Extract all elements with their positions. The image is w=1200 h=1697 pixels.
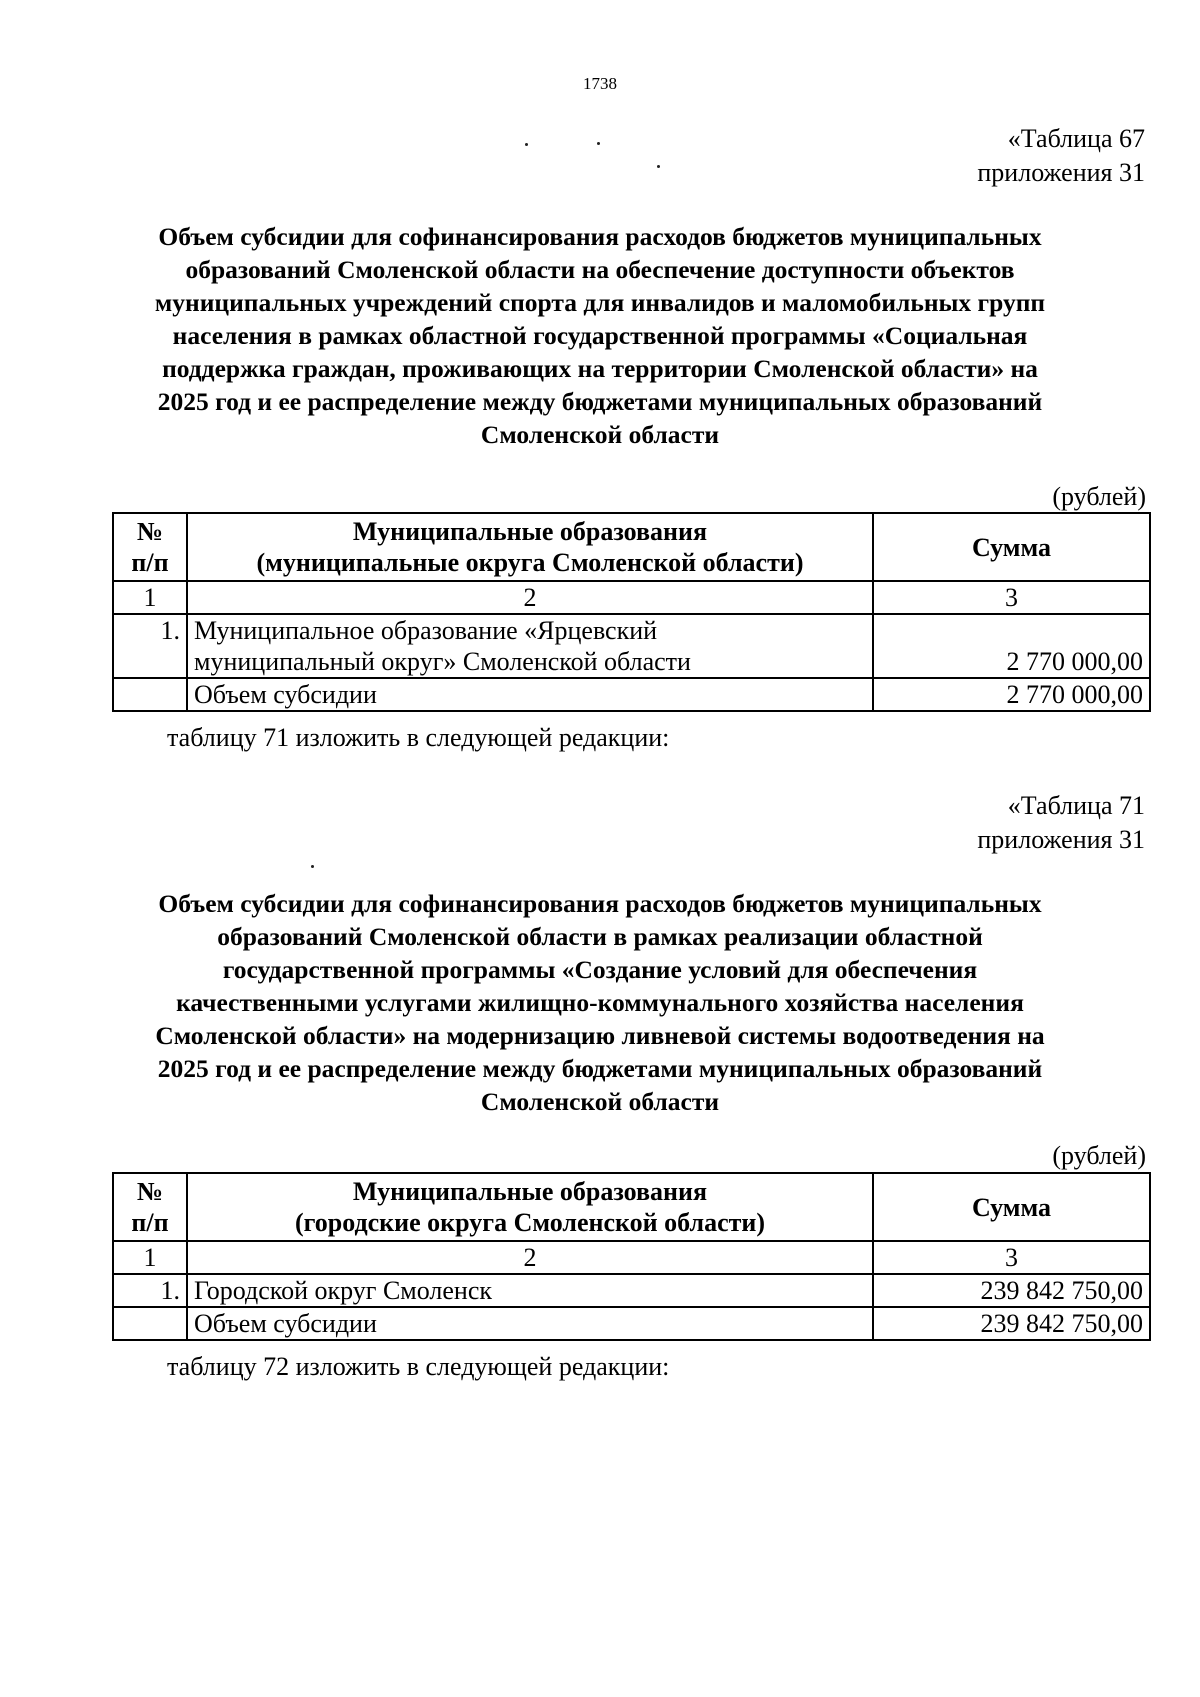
total-sum: 2 770 000,00 [873, 678, 1150, 711]
row-sum: 2 770 000,00 [873, 614, 1150, 678]
row-name-line: Муниципальное образование «Ярцевский [194, 616, 658, 645]
reference-line: «Таблица 71 [1007, 791, 1145, 820]
row-number [113, 614, 187, 678]
header-number-line: п/п [131, 548, 169, 577]
total-number-cell [113, 1307, 187, 1340]
index-cell: 2 [187, 581, 873, 614]
instruction-text: таблицу 71 изложить в следующей редакции: [167, 723, 670, 752]
page-number: 1738 [583, 74, 617, 93]
table-row [113, 1274, 1150, 1307]
table-67-reference [977, 122, 1145, 190]
total-label: Объем субсидии [187, 678, 873, 711]
table-index-row [113, 1241, 1150, 1274]
header-name-line: (городские округа Смоленской области) [294, 1208, 766, 1237]
row-name-line: муниципальный округ» Смоленской области [194, 647, 691, 676]
scan-speck [525, 143, 528, 146]
index-cell: 2 [187, 1241, 873, 1274]
scan-speck [597, 142, 600, 145]
table-total-row [113, 678, 1150, 711]
title-line: населения в рамках областной государственной программы «Социальная [172, 321, 1028, 350]
header-number-line: № [136, 517, 164, 546]
title-line: 2025 год и ее распределение между бюджетами муниципальных образований [157, 387, 1043, 416]
header-name-cell [187, 513, 873, 581]
subsidy-table-71 [112, 1172, 1151, 1341]
scan-speck [657, 165, 660, 168]
title-line: Смоленской области [480, 420, 720, 449]
title-line: Объем субсидии для софинансирования расходов бюджетов муниципальных [158, 889, 1042, 918]
scan-speck [311, 865, 314, 868]
table-total-row [113, 1307, 1150, 1340]
subsidy-table-67 [112, 512, 1151, 712]
table-header-row [113, 1173, 1150, 1241]
table-67-title [120, 220, 1080, 451]
total-number-cell [113, 678, 187, 711]
total-sum: 239 842 750,00 [873, 1307, 1150, 1340]
row-number: 1. [113, 1274, 187, 1307]
header-number-line: п/п [131, 1208, 169, 1237]
table-index-row [113, 581, 1150, 614]
index-cell: 1 [113, 581, 187, 614]
title-line: муниципальных учреждений спорта для инвалидов и маломобильных групп [154, 288, 1046, 317]
index-cell: 1 [113, 1241, 187, 1274]
header-name-line: Муниципальные образования [352, 517, 708, 546]
title-line: государственной программы «Создание условий для обеспечения [222, 955, 978, 984]
title-line: 2025 год и ее распределение между бюджетами муниципальных образований [157, 1054, 1043, 1083]
title-line: Объем субсидии для софинансирования расходов бюджетов муниципальных [158, 222, 1042, 251]
header-number-cell [113, 513, 187, 581]
reference-line: «Таблица 67 [1007, 124, 1145, 153]
table-header-row [113, 513, 1150, 581]
title-line: образований Смоленской области на обеспечение доступности объектов [185, 255, 1015, 284]
header-sum-cell: Сумма [873, 1173, 1150, 1241]
total-label: Объем субсидии [187, 1307, 873, 1340]
title-line: качественными услугами жилищно-коммунального хозяйства населения [176, 988, 1024, 1017]
units-label: (рублей) [1052, 482, 1146, 511]
table-71-reference [977, 789, 1145, 857]
header-name-cell [187, 1173, 873, 1241]
table-row [113, 614, 1150, 678]
header-name-line: (муниципальные округа Смоленской области) [256, 548, 804, 577]
title-line: Смоленской области [480, 1087, 720, 1116]
header-number-cell [113, 1173, 187, 1241]
index-cell: 3 [873, 581, 1150, 614]
instruction-text: таблицу 72 изложить в следующей редакции: [167, 1352, 670, 1381]
header-name-line: Муниципальные образования [352, 1177, 708, 1206]
reference-line: приложения 31 [977, 158, 1145, 187]
table-71-title [120, 887, 1080, 1118]
title-line: Смоленской области» на модернизацию ливневой системы водоотведения на [155, 1021, 1045, 1050]
row-name [187, 614, 873, 678]
title-line: поддержка граждан, проживающих на территории Смоленской области» на [162, 354, 1038, 383]
units-label: (рублей) [1052, 1141, 1146, 1170]
row-name: Городской округ Смоленск [187, 1274, 873, 1307]
reference-line: приложения 31 [977, 825, 1145, 854]
header-sum-cell: Сумма [873, 513, 1150, 581]
header-number-line: № [136, 1177, 164, 1206]
row-number-text: 1. [160, 616, 180, 645]
title-line: образований Смоленской области в рамках реализации областной [217, 922, 983, 951]
row-sum: 239 842 750,00 [873, 1274, 1150, 1307]
index-cell: 3 [873, 1241, 1150, 1274]
